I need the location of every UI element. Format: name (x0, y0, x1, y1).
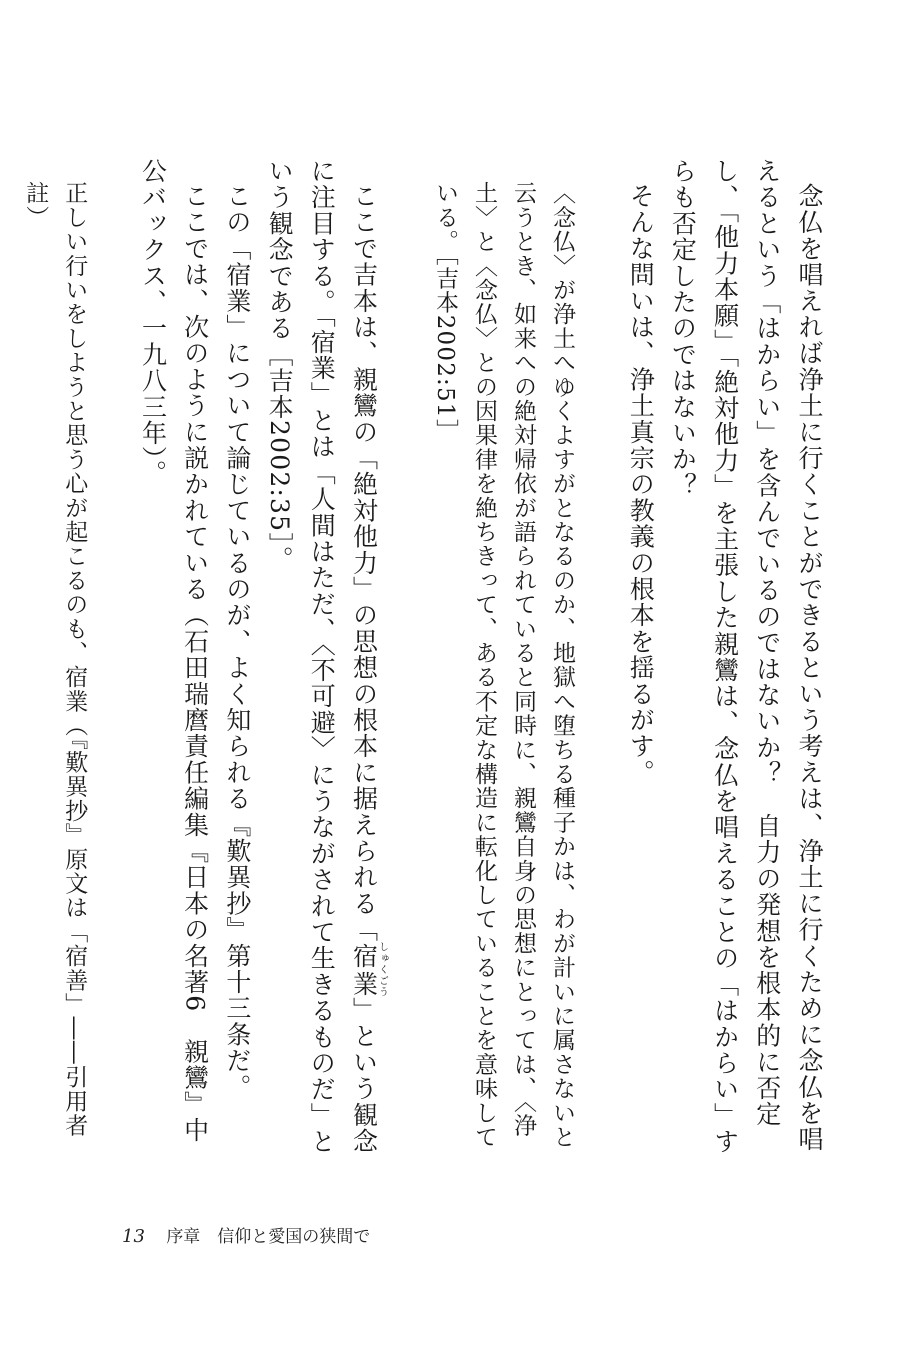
vertical-text-body (22, 158, 830, 1168)
block-quote-1: 〈念仏〉が浄土へゆくよすがとなるのか、地獄へ堕ちる種子かは、わが計いに属さないと云うとき、如来への絶対帰依が語られていると同時に、親鸞自身の思想にとっては、〈浄土〉と〈念仏〉との因果律を絶ちきって、ある不定な構造に転化していることを意味している。［吉本2002:51］ (431, 181, 575, 1149)
block-quote-2: 正しい行いをしようと思う心が起こるのも、宿業（『歎異抄』原文は「宿善」――引用者註） (22, 181, 88, 1138)
paragraph-3: ここで吉本は、親鸞の「絶対他力」の思想の根本に据えられる「宿業しゅくごう」という観念に注目する。「宿業」とは「人間はただ、〈不可避〉にうながされて生きるものだ」という観念である［吉本2002:35］。 (265, 158, 388, 1155)
paragraph-5: ここでは、次のように説かれている（石田瑞麿責任編集『日本の名著6 親鸞』中公バックス、一九八三年）。 (138, 158, 210, 1144)
spacer (581, 158, 619, 1168)
running-head: 序章 信仰と愛国の狭間で (166, 1227, 371, 1247)
spacer (387, 158, 425, 1168)
paragraph-1: 念仏を唱えれば浄土に行くことができるという考えは、浄土に行くために念仏を唱えるという「はからい」を含んでいるのではないか？ 自力の発想を根本的に否定し、「他力本願」「絶対他力」を主張した親鸞は、念仏を唱えることの「はからい」すらも否定したのではないか？ (668, 158, 824, 1155)
paragraph-4: この「宿業」について論じているのが、よく知られる『歎異抄』第十三条だ。 (222, 183, 252, 1100)
ruby-shukugou: 宿業しゅくごう (349, 941, 388, 998)
paragraph-2: そんな問いは、浄土真宗の教義の根本を揺るがす。 (626, 183, 656, 786)
page-footer (122, 1222, 370, 1247)
ruby-reading: しゅくごう (376, 941, 388, 998)
spacer (93, 158, 131, 1168)
page-number: 13 (122, 1226, 145, 1247)
